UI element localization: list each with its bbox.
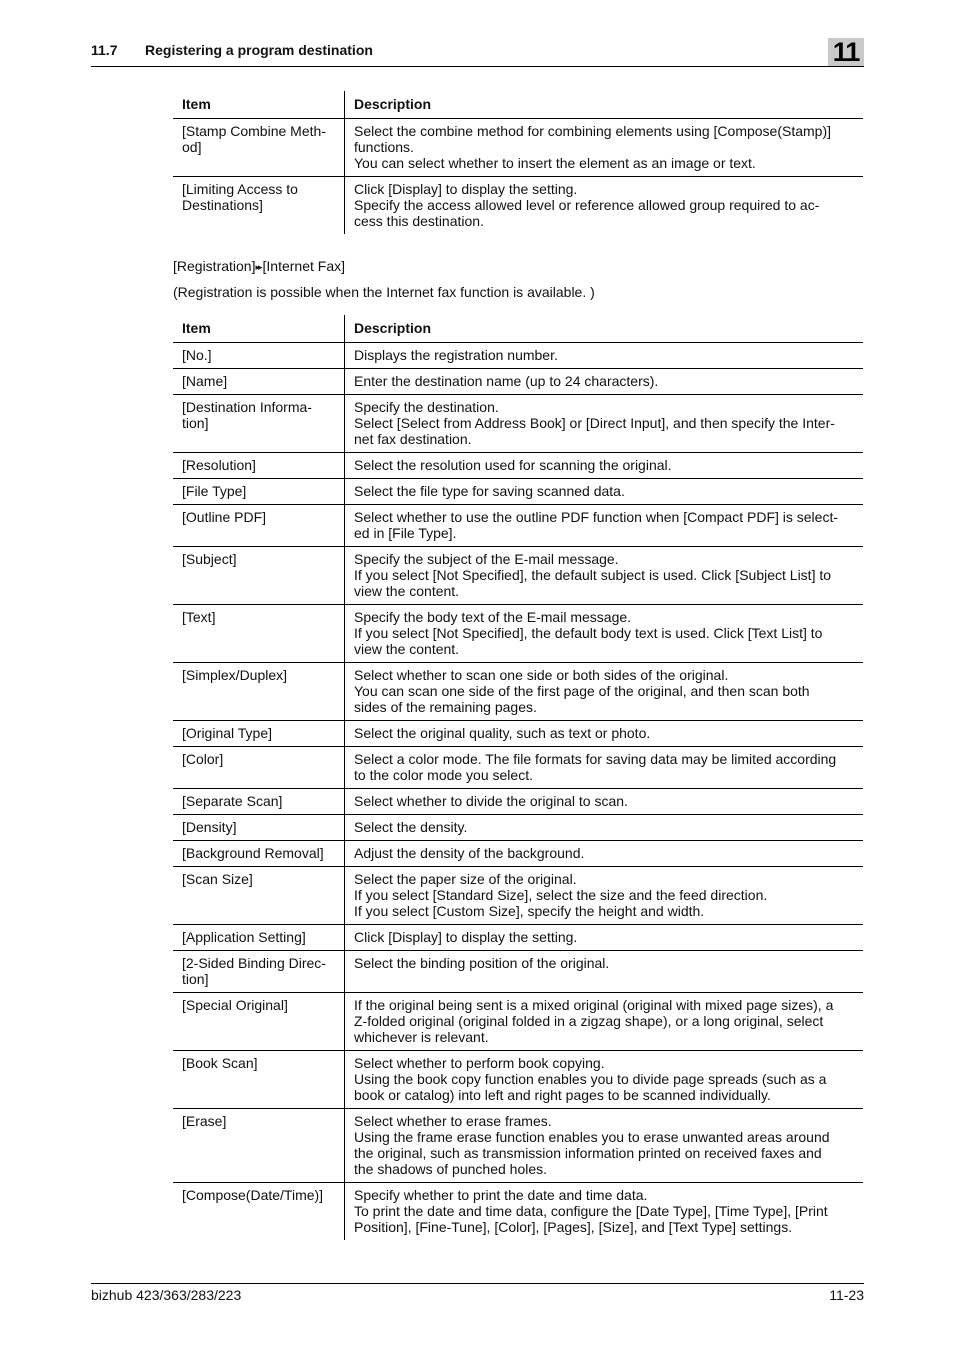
- table-row: [173, 1109, 863, 1183]
- item-cell: [Name]: [173, 369, 345, 395]
- table-row: [173, 815, 863, 841]
- item-cell: [2-Sided Binding Direc- tion]: [173, 951, 345, 993]
- description-cell: Click [Display] to display the setting. Specify the access allowed level or reference allowed group required to ac- cess this destination.: [354, 181, 820, 229]
- table-row: [173, 1183, 863, 1241]
- table-row: [173, 663, 863, 721]
- item-cell: [Scan Size]: [173, 867, 345, 925]
- description-cell: Select whether to use the outline PDF function when [Compact PDF] is select- ed in [File Type].: [345, 505, 864, 547]
- description-cell: Displays the registration number.: [345, 343, 864, 369]
- item-cell: [Destination Informa- tion]: [173, 395, 345, 453]
- item-cell: [Original Type]: [173, 721, 345, 747]
- item-cell: [Erase]: [173, 1109, 345, 1183]
- table-row: [173, 1051, 863, 1109]
- section-title: Registering a program destination: [145, 42, 373, 58]
- description-cell: Select whether to divide the original to scan.: [345, 789, 864, 815]
- item-cell: [Density]: [173, 815, 345, 841]
- item-cell: [File Type]: [173, 479, 345, 505]
- table-row: [173, 343, 863, 369]
- registration-path-end: [Internet Fax]: [262, 258, 346, 274]
- description-cell: Select whether to perform book copying. Using the book copy function enables you to divide page spreads (such as a book or catalog) into left and right pages to be scanned individually.: [345, 1051, 864, 1109]
- item-cell: [Book Scan]: [173, 1051, 345, 1109]
- table-header-row: [173, 91, 863, 119]
- table-row: [173, 605, 863, 663]
- table-row: [173, 453, 863, 479]
- item-cell: [Separate Scan]: [173, 789, 345, 815]
- description-cell: Specify whether to print the date and time data. To print the date and time data, configure the [Date Type], [Time Type], [Print Position], [Fine-Tune], [Color], [Pages], [Size], and [Text Type] settings.: [354, 1187, 828, 1235]
- description-cell: Select the file type for saving scanned data.: [345, 479, 864, 505]
- item-cell: [Application Setting]: [173, 925, 345, 951]
- table-body: [173, 343, 863, 1241]
- description-cell: Select whether to scan one side or both sides of the original. You can scan one side of the first page of the original, and then scan both sides of the remaining pages.: [345, 663, 864, 721]
- description-cell: If the original being sent is a mixed original (original with mixed page sizes), a Z-folded original (original folded in a zigzag shape), or a long original, select whichever is relevant.: [345, 993, 864, 1051]
- item-cell: [Color]: [173, 747, 345, 789]
- item-cell: [Special Original]: [173, 993, 345, 1051]
- table-row: [173, 721, 863, 747]
- description-cell: Select whether to erase frames. Using the frame erase function enables you to erase unwanted areas around the original, such as transmission information printed on received faxes and the shadows of punched holes.: [345, 1109, 864, 1183]
- item-cell: [Background Removal]: [173, 841, 345, 867]
- table-header-row: [173, 315, 863, 343]
- registration-note: (Registration is possible when the Internet fax function is available. ): [173, 284, 595, 300]
- registration-path-start: [Registration]: [173, 258, 256, 274]
- description-cell: Specify the destination. Select [Select from Address Book] or [Direct Input], and then specify the Inter- net fax destination.: [345, 395, 864, 453]
- item-cell: [Outline PDF]: [173, 505, 345, 547]
- item-cell: [No.]: [173, 343, 345, 369]
- column-header-description: Description: [345, 315, 864, 343]
- description-cell: Select the binding position of the original.: [345, 951, 864, 993]
- table-row: [173, 747, 863, 789]
- description-cell: Select the paper size of the original. If you select [Standard Size], select the size and the feed direction. If you select [Custom Size], specify the height and width.: [345, 867, 864, 925]
- table-row: [173, 395, 863, 453]
- table-row: [173, 951, 863, 993]
- table-row: [173, 479, 863, 505]
- table-row: [173, 119, 863, 177]
- double-arrow-icon: ▸▸: [255, 262, 261, 272]
- table-row: [173, 841, 863, 867]
- item-cell: [Text]: [173, 605, 345, 663]
- table-row: [173, 547, 863, 605]
- description-cell: Adjust the density of the background.: [345, 841, 864, 867]
- description-cell: Select the original quality, such as text or photo.: [345, 721, 864, 747]
- program-settings-table: [173, 91, 863, 234]
- table-row: [173, 867, 863, 925]
- chapter-badge: 11: [828, 38, 864, 66]
- description-cell: Specify the subject of the E-mail message. If you select [Not Specified], the default subject is used. Click [Subject List] to view the content.: [345, 547, 864, 605]
- item-cell: [Stamp Combine Meth- od]: [173, 119, 345, 177]
- description-cell: Enter the destination name (up to 24 characters).: [345, 369, 864, 395]
- table-body: [173, 119, 863, 235]
- page-footer: [91, 1283, 864, 1314]
- table-row: [173, 789, 863, 815]
- column-header-item: Item: [173, 91, 345, 119]
- table-row: [173, 505, 863, 547]
- page-header: [91, 37, 864, 67]
- table-row: [173, 925, 863, 951]
- item-cell: [Simplex/Duplex]: [173, 663, 345, 721]
- description-cell: Select the combine method for combining elements using [Compose(Stamp)] functions. You can select whether to insert the element as an image or text.: [345, 119, 864, 177]
- footer-model: bizhub 423/363/283/223: [91, 1287, 242, 1303]
- column-header-description: Description: [345, 91, 864, 119]
- item-cell: [Subject]: [173, 547, 345, 605]
- registration-path: [173, 258, 345, 276]
- table-row: [173, 369, 863, 395]
- description-cell: Select a color mode. The file formats for saving data may be limited according to the color mode you select.: [345, 747, 864, 789]
- page-number: 11-23: [829, 1287, 864, 1303]
- item-cell: [Limiting Access to Destinations]: [173, 177, 345, 235]
- section-number: 11.7: [91, 42, 118, 58]
- description-cell: Click [Display] to display the setting.: [345, 925, 864, 951]
- column-header-item: Item: [173, 315, 345, 343]
- description-cell: Specify the body text of the E-mail message. If you select [Not Specified], the default body text is used. Click [Text List] to view the content.: [345, 605, 864, 663]
- internet-fax-settings-table: [173, 315, 863, 1240]
- description-cell: Select the density.: [345, 815, 864, 841]
- description-cell: Select the resolution used for scanning the original.: [345, 453, 864, 479]
- table-row: [173, 993, 863, 1051]
- item-cell: [Resolution]: [173, 453, 345, 479]
- item-cell: [Compose(Date/Time)]: [173, 1183, 345, 1241]
- table-row: [173, 177, 863, 235]
